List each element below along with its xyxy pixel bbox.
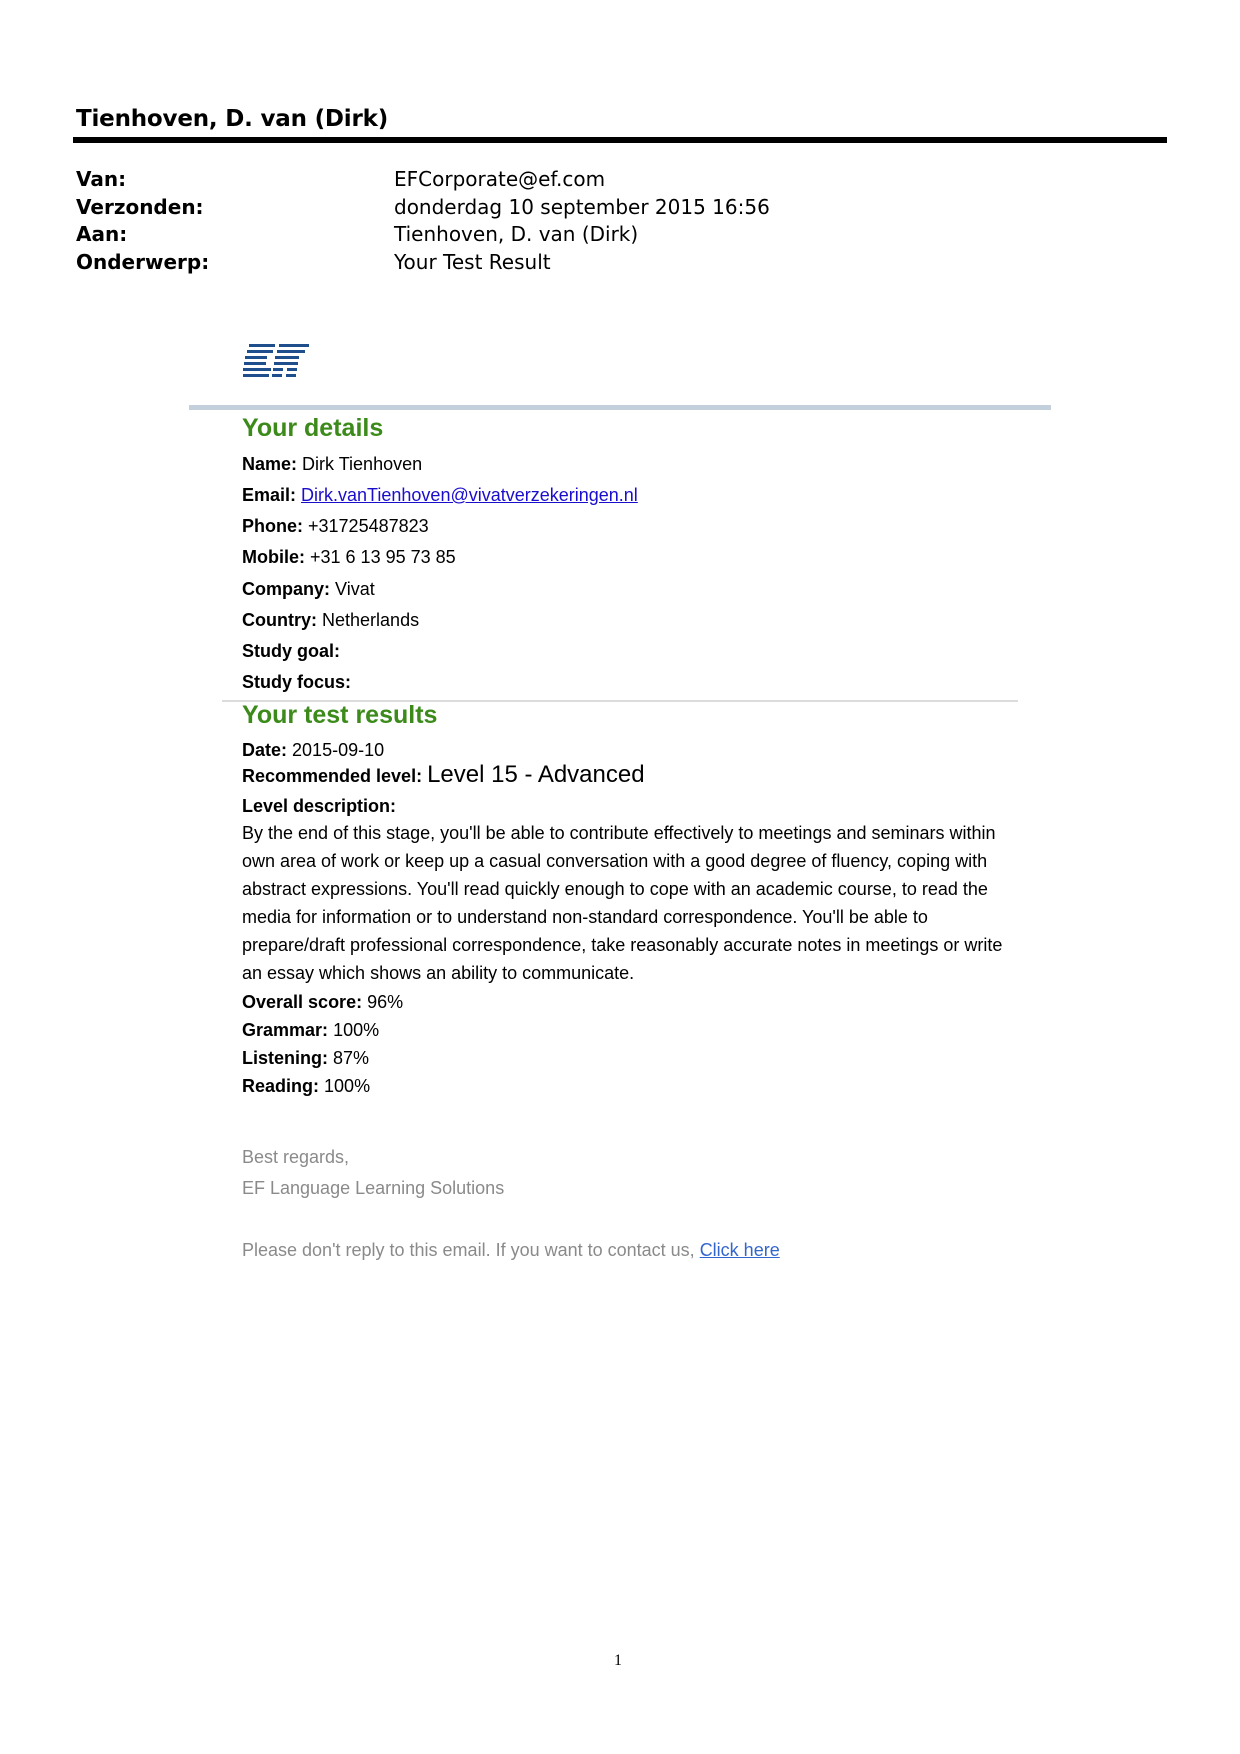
meta-value: donderdag 10 september 2015 16:56 xyxy=(394,195,770,219)
meta-label: Onderwerp: xyxy=(76,250,210,274)
company-signature: EF Language Learning Solutions xyxy=(242,1178,505,1198)
no-reply-notice xyxy=(242,1240,780,1261)
field-value: Dirk Tienhoven xyxy=(302,454,423,474)
field-value: 87% xyxy=(333,1048,370,1068)
field-value: 100% xyxy=(324,1076,371,1096)
meta-row-sent xyxy=(76,195,976,223)
field-name xyxy=(242,454,422,475)
field-label: Level description: xyxy=(242,796,397,816)
field-value: 96% xyxy=(367,992,404,1012)
meta-label: Verzonden: xyxy=(76,195,204,219)
field-recommended-level xyxy=(242,761,645,789)
field-value: Vivat xyxy=(335,579,375,599)
field-label: Listening: xyxy=(242,1048,328,1068)
field-date xyxy=(242,740,384,761)
field-label: Date: xyxy=(242,740,288,760)
meta-row-from xyxy=(76,167,976,195)
field-study-focus xyxy=(242,672,351,693)
field-label: Recommended level: xyxy=(242,766,423,786)
field-reading xyxy=(242,1076,370,1097)
ef-logo-icon xyxy=(243,341,313,381)
meta-value: Your Test Result xyxy=(394,250,551,274)
field-country xyxy=(242,610,419,631)
field-label: Phone: xyxy=(242,516,303,536)
field-value: 100% xyxy=(333,1020,380,1040)
level-value: Level 15 - Advanced xyxy=(427,761,645,788)
meta-label: Aan: xyxy=(76,222,128,246)
field-phone xyxy=(242,516,429,537)
field-label: Overall score: xyxy=(242,992,363,1012)
header-divider xyxy=(73,137,1167,143)
field-label: Study goal: xyxy=(242,641,340,661)
field-overall-score xyxy=(242,992,403,1013)
page-number: 1 xyxy=(614,1652,622,1669)
sender-title: Tienhoven, D. van (Dirk) xyxy=(76,106,389,132)
field-label: Email: xyxy=(242,485,297,505)
field-label: Reading: xyxy=(242,1076,320,1096)
field-label: Grammar: xyxy=(242,1020,329,1040)
meta-row-subject xyxy=(76,250,976,278)
field-label: Company: xyxy=(242,579,331,599)
email-link[interactable]: Dirk.vanTienhoven@vivatverzekeringen.nl xyxy=(301,485,638,505)
field-label: Mobile: xyxy=(242,547,305,567)
meta-label: Van: xyxy=(76,167,127,191)
meta-row-to xyxy=(76,222,976,250)
contact-link[interactable]: Click here xyxy=(699,1240,780,1260)
field-mobile xyxy=(242,547,456,568)
level-description-text: By the end of this stage, you'll be able to contribute effectively to meetings and seminars within own area of work or keep up a casual conversation with a good degree of fluency, coping with abstract expressions. You'll read quickly enough to cope with an academic course, to read the media for information or to understand non-standard correspondence. You'll be able to prepare/draft professional correspondence, take reasonably accurate notes in meetings or write an essay which shows an ability to communicate. xyxy=(242,823,1003,983)
field-value: Netherlands xyxy=(322,610,420,630)
field-label: Country: xyxy=(242,610,317,630)
field-email xyxy=(242,485,638,506)
field-company xyxy=(242,579,375,600)
field-value: +31 6 13 95 73 85 xyxy=(310,547,456,567)
results-heading: Your test results xyxy=(242,701,438,729)
logo-divider xyxy=(189,405,1051,410)
field-level-description xyxy=(242,796,396,817)
field-value: 2015-09-10 xyxy=(292,740,385,760)
field-study-goal xyxy=(242,641,340,662)
field-label: Name: xyxy=(242,454,298,474)
details-heading: Your details xyxy=(242,414,384,442)
field-listening xyxy=(242,1048,369,1069)
regards-text: Best regards, xyxy=(242,1147,350,1167)
notice-text: Please don't reply to this email. If you want to contact us, xyxy=(242,1240,695,1260)
field-label: Study focus: xyxy=(242,672,352,692)
meta-value: Tienhoven, D. van (Dirk) xyxy=(394,222,639,246)
field-value: +31725487823 xyxy=(308,516,429,536)
meta-value: EFCorporate@ef.com xyxy=(394,167,606,191)
field-grammar xyxy=(242,1020,379,1041)
